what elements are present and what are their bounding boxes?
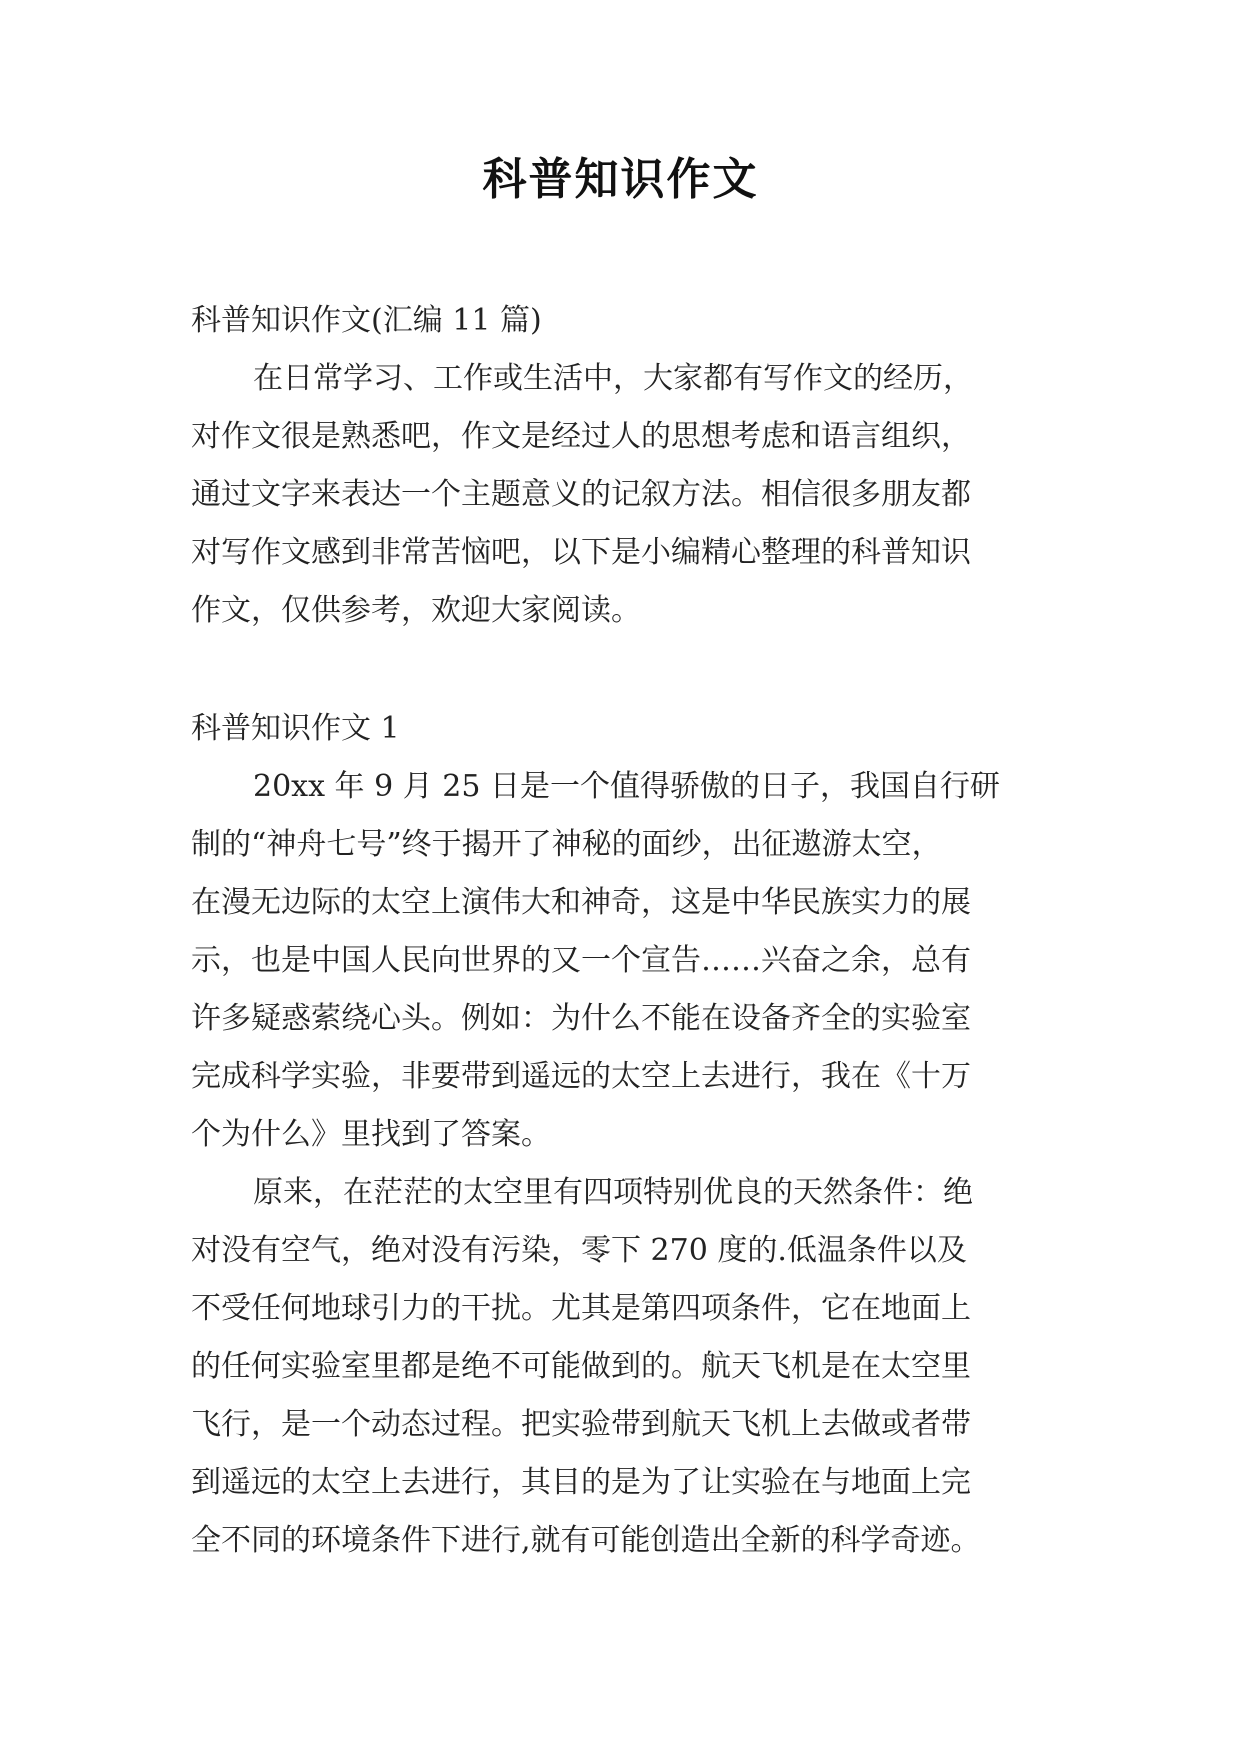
paragraph-line: 许多疑惑萦绕心头。例如：为什么不能在设备齐全的实验室 <box>191 1001 971 1036</box>
intro-line: 通过文字来表达一个主题意义的记叙方法。相信很多朋友都 <box>191 477 971 512</box>
paragraph-line: 个为什么》里找到了答案。 <box>191 1117 551 1152</box>
section-heading: 科普知识作文 1 <box>191 711 400 746</box>
intro-line: 对作文很是熟悉吧，作文是经过人的思想考虑和语言组织， <box>191 419 971 454</box>
collection-heading: 科普知识作文(汇编 11 篇) <box>191 303 542 338</box>
paragraph-line: 原来，在茫茫的太空里有四项特别优良的天然条件：绝 <box>253 1175 973 1210</box>
intro-line: 作文，仅供参考，欢迎大家阅读。 <box>191 593 641 628</box>
paragraph-line: 完成科学实验，非要带到遥远的太空上去进行，我在《十万 <box>191 1059 971 1094</box>
intro-paragraph <box>191 350 1053 640</box>
section-spacer <box>191 640 1053 700</box>
paragraph-line: 制的“神舟七号”终于揭开了神秘的面纱，出征遨游太空， <box>191 827 942 862</box>
paragraph-line: 飞行，是一个动态过程。把实验带到航天飞机上去做或者带 <box>191 1407 971 1442</box>
paragraph-line: 20xx 年 9 月 25 日是一个值得骄傲的日子，我国自行研 <box>253 769 1000 804</box>
paragraph-line: 到遥远的太空上去进行，其目的是为了让实验在与地面上完 <box>191 1465 971 1500</box>
paragraph-line: 示，也是中国人民向世界的又一个宣告……兴奋之余，总有 <box>191 943 971 978</box>
paragraph-line: 全不同的环境条件下进行,就有可能创造出全新的科学奇迹。 <box>191 1523 981 1558</box>
paragraph-line: 的任何实验室里都是绝不可能做到的。航天飞机是在太空里 <box>191 1349 971 1384</box>
intro-line: 对写作文感到非常苦恼吧，以下是小编精心整理的科普知识 <box>191 535 971 570</box>
paragraph-line: 对没有空气，绝对没有污染，零下 270 度的.低温条件以及 <box>191 1233 967 1268</box>
document-body <box>191 292 1053 1570</box>
paragraph-2 <box>191 1164 1053 1570</box>
paragraph-line: 不受任何地球引力的干扰。尤其是第四项条件，它在地面上 <box>191 1291 971 1326</box>
paragraph-line: 在漫无边际的太空上演伟大和神奇，这是中华民族实力的展 <box>191 885 971 920</box>
document-title: 科普知识作文 <box>482 154 759 205</box>
paragraph-1 <box>191 758 1053 1164</box>
intro-line: 在日常学习、工作或生活中，大家都有写作文的经历， <box>253 361 973 396</box>
